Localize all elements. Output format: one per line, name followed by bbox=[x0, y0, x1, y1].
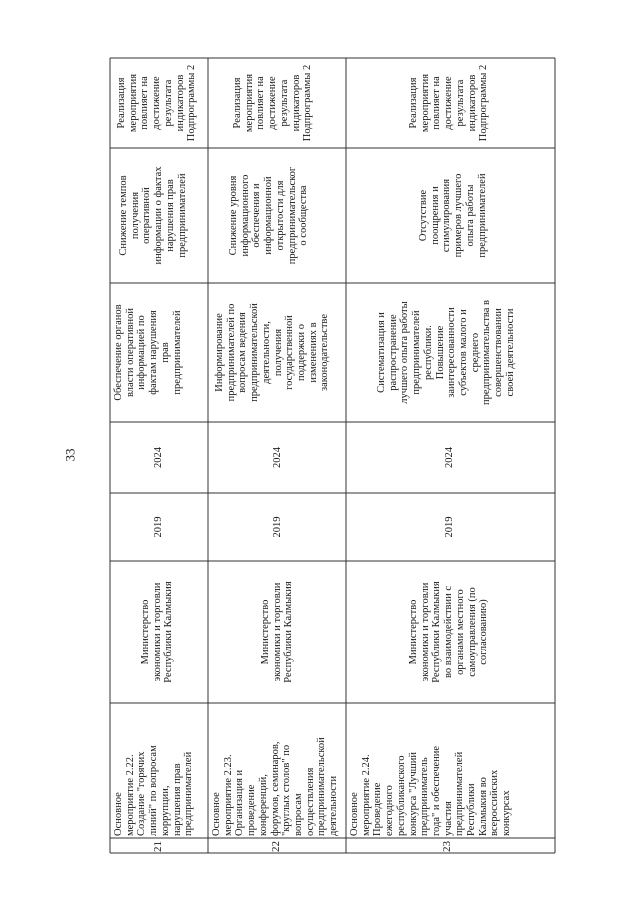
row-22-indicator: Реализация мероприятия повлияет на достижение результата индикаторов Подпрограммы 2 bbox=[232, 64, 314, 142]
row-23-indicator: Реализация мероприятия повлияет на достижение результата индикаторов Подпрограммы 2 bbox=[408, 64, 490, 142]
row-23-executor: Министерство экономики и торговли Республики Калмыкия во взаимодействии с органами местного самоуправления (по согласованию) bbox=[408, 581, 490, 683]
row-21-event: Основное мероприятие 2.22. Создание "горячих линий" по вопросам коррупции, нарушения прав предпринимателей bbox=[113, 745, 195, 836]
row-22-event: Основное мероприятие 2.23. Организация и проведение конференций, форумов, семинаров, "круглых столов" по вопросам осуществления предпринимательской деятельности bbox=[211, 737, 340, 836]
row-23-number: 23 bbox=[441, 841, 453, 852]
row-22-executor: Министерство экономики и торговли Республики Калмыкия bbox=[260, 581, 295, 683]
row-23-end: 2024 bbox=[444, 447, 455, 468]
row-23-event: Основное мероприятие 2.24. Проведение ежегодного республиканского конкурса "Лучший предприниматель года" и обеспечение участия предпринимателей Республики Калмыкия во всероссийских конкурсах bbox=[349, 745, 513, 836]
row-23-result: Систематизация и распространение лучшего опыта работы предпринимателей республики. Повышение заинтересованности субъектов малого и среднего предпринимательства в совершенствовании своей деятельности bbox=[376, 300, 516, 406]
row-22-result: Информирование предпринимателей по вопросам ведения предпринимательской деятельности, получения государственной поддержки о изменениях в законодательстве bbox=[214, 303, 331, 402]
row-21-end: 2024 bbox=[153, 447, 164, 468]
row-21-number: 21 bbox=[152, 841, 164, 852]
row-21-start: 2019 bbox=[153, 516, 164, 538]
row-22-number: 22 bbox=[270, 841, 282, 852]
row-22-start: 2019 bbox=[272, 516, 283, 538]
row-21-indicator: Реализация мероприятия повлияет на достижение результата индикаторов Подпрограммы 2 bbox=[116, 64, 198, 142]
row-22-consequence: Снижение уровня информационного обеспечения и информационной открытости для предпринимательског о сообщества bbox=[228, 166, 310, 265]
row-21-result: Обеспечение органов власти оперативной информацией по фактам нарушения прав предпринимателей bbox=[113, 304, 183, 401]
row-21-executor: Министерство экономики и торговли Республики Калмыкия bbox=[140, 581, 175, 683]
page-number: 33 bbox=[62, 448, 78, 462]
row-21-consequence: Снижение темпов получения оперативной информации о фактах нарушения прав предпринимателей bbox=[118, 166, 188, 265]
row-22-end: 2024 bbox=[272, 447, 283, 468]
row-23-consequence: Отсутствие поощрения и стимулирования примеров лучшего опыта работы предпринимателей bbox=[418, 173, 488, 258]
row-23-start: 2019 bbox=[444, 516, 455, 538]
